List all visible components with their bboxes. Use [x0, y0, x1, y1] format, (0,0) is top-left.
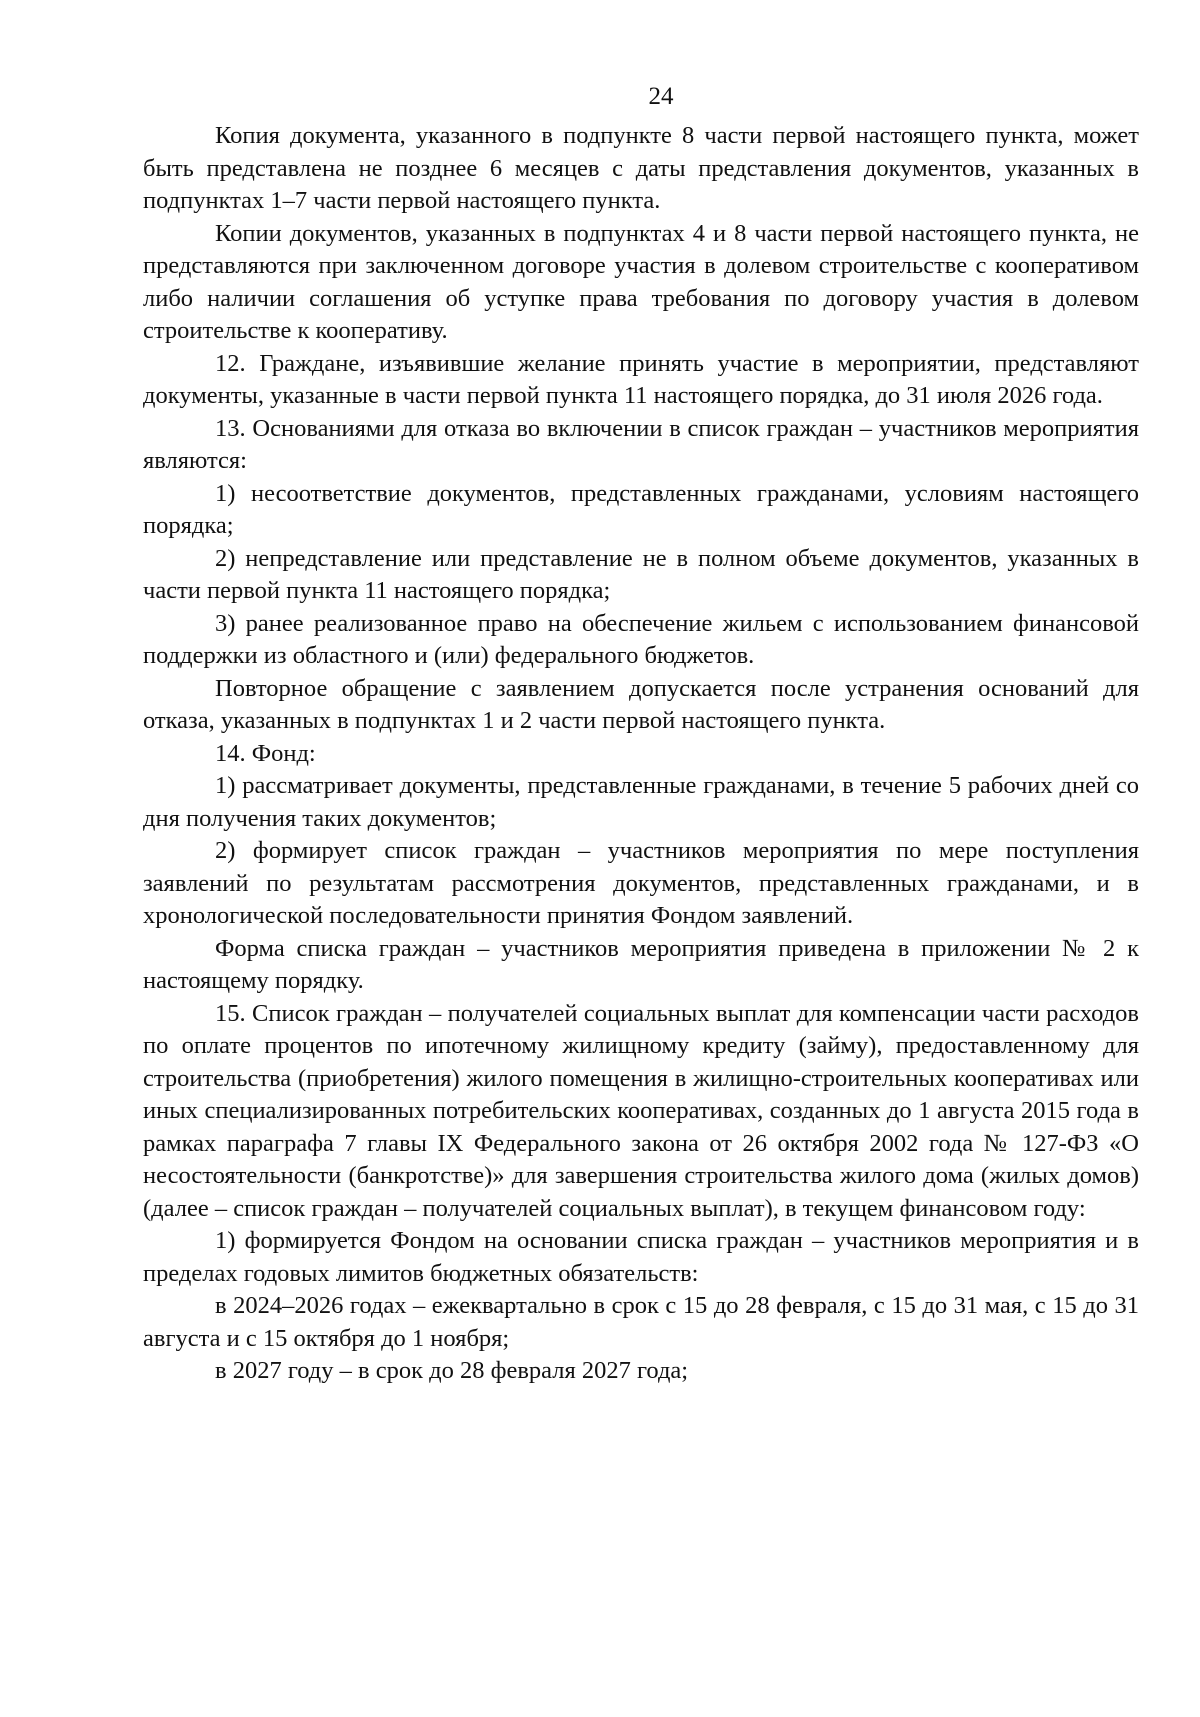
paragraph-item-14-sub-2: 2) формирует список граждан – участников мероприятия по мере поступления заявлений по результатам рассмотрения документов, представленных гражданами, и в хронологической последовательности принятия Фондом заявлений.	[143, 837, 1139, 929]
paragraph-item-13: 13. Основаниями для отказа во включении в список граждан – участников мероприятия являются:	[143, 414, 1139, 474]
paragraph-copies-not-submitted: Копии документов, указанных в подпунктах 4 и 8 части первой настоящего пункта, не представляются при заключенном договоре участия в долевом строительстве с кооперативом либо наличии соглашения об уступке права требования по договору участия в долевом строительстве к кооперативу.	[143, 219, 1139, 344]
paragraph-item-13-sub-1: 1) несоответствие документов, представленных гражданами, условиям настоящего порядка;	[143, 479, 1139, 539]
paragraph-item-12: 12. Граждане, изъявившие желание принять участие в мероприятии, представляют документы, указанные в части первой пункта 11 настоящего порядка, до 31 июля 2026 года.	[143, 349, 1139, 409]
paragraph-item-14: 14. Фонд:	[215, 739, 316, 767]
paragraph-item-14-sub-1: 1) рассматривает документы, представленные гражданами, в течение 5 рабочих дней со дня получения таких документов;	[143, 772, 1139, 832]
paragraph-item-13-sub-3: 3) ранее реализованное право на обеспечение жильем с использованием финансовой поддержки из областного и (или) федерального бюджетов.	[143, 609, 1139, 669]
paragraph-list-form: Форма списка граждан – участников мероприятия приведена в приложении № 2 к настоящему порядку.	[143, 934, 1139, 994]
paragraph-copy-document-term: Копия документа, указанного в подпункте 8 части первой настоящего пункта, может быть представлена не позднее 6 месяцев с даты представления документов, указанных в подпунктах 1–7 части первой настоящего пункта.	[143, 122, 1139, 214]
paragraph-repeat-application: Повторное обращение с заявлением допускается после устранения оснований для отказа, указанных в подпунктах 1 и 2 части первой настоящего пункта.	[143, 674, 1139, 734]
paragraph-item-13-sub-2: 2) непредставление или представление не в полном объеме документов, указанных в части первой пункта 11 настоящего порядка;	[143, 544, 1139, 604]
paragraph-item-15-sub-1: 1) формируется Фондом на основании списка граждан – участников мероприятия и в пределах годовых лимитов бюджетных обязательств:	[143, 1227, 1139, 1287]
paragraph-item-15: 15. Список граждан – получателей социальных выплат для компенсации части расходов по оплате процентов по ипотечному жилищному кредиту (займу), предоставленному для строительства (приобретения) жилого помещения в жилищно-строительных кооперативах или иных специализированных потребительских кооперативах, созданных до 1 августа 2015 года в рамках параграфа 7 главы IX Федерального закона от 26 октября 2002 года № 127-ФЗ «О несостоятельности (банкротстве)» для завершения строительства жилого дома (жилых домов) (далее – список граждан – получателей социальных выплат), в текущем финансовом году:	[143, 999, 1139, 1222]
paragraph-deadline-2024-2026: в 2024–2026 годах – ежеквартально в срок с 15 до 28 февраля, с 15 до 31 мая, с 15 до 31 августа и с 15 октября до 1 ноября;	[143, 1292, 1139, 1352]
page-number: 24	[648, 83, 674, 110]
paragraph-deadline-2027: в 2027 году – в срок до 28 февраля 2027 года;	[215, 1357, 689, 1384]
document-page	[143, 82, 1139, 1388]
